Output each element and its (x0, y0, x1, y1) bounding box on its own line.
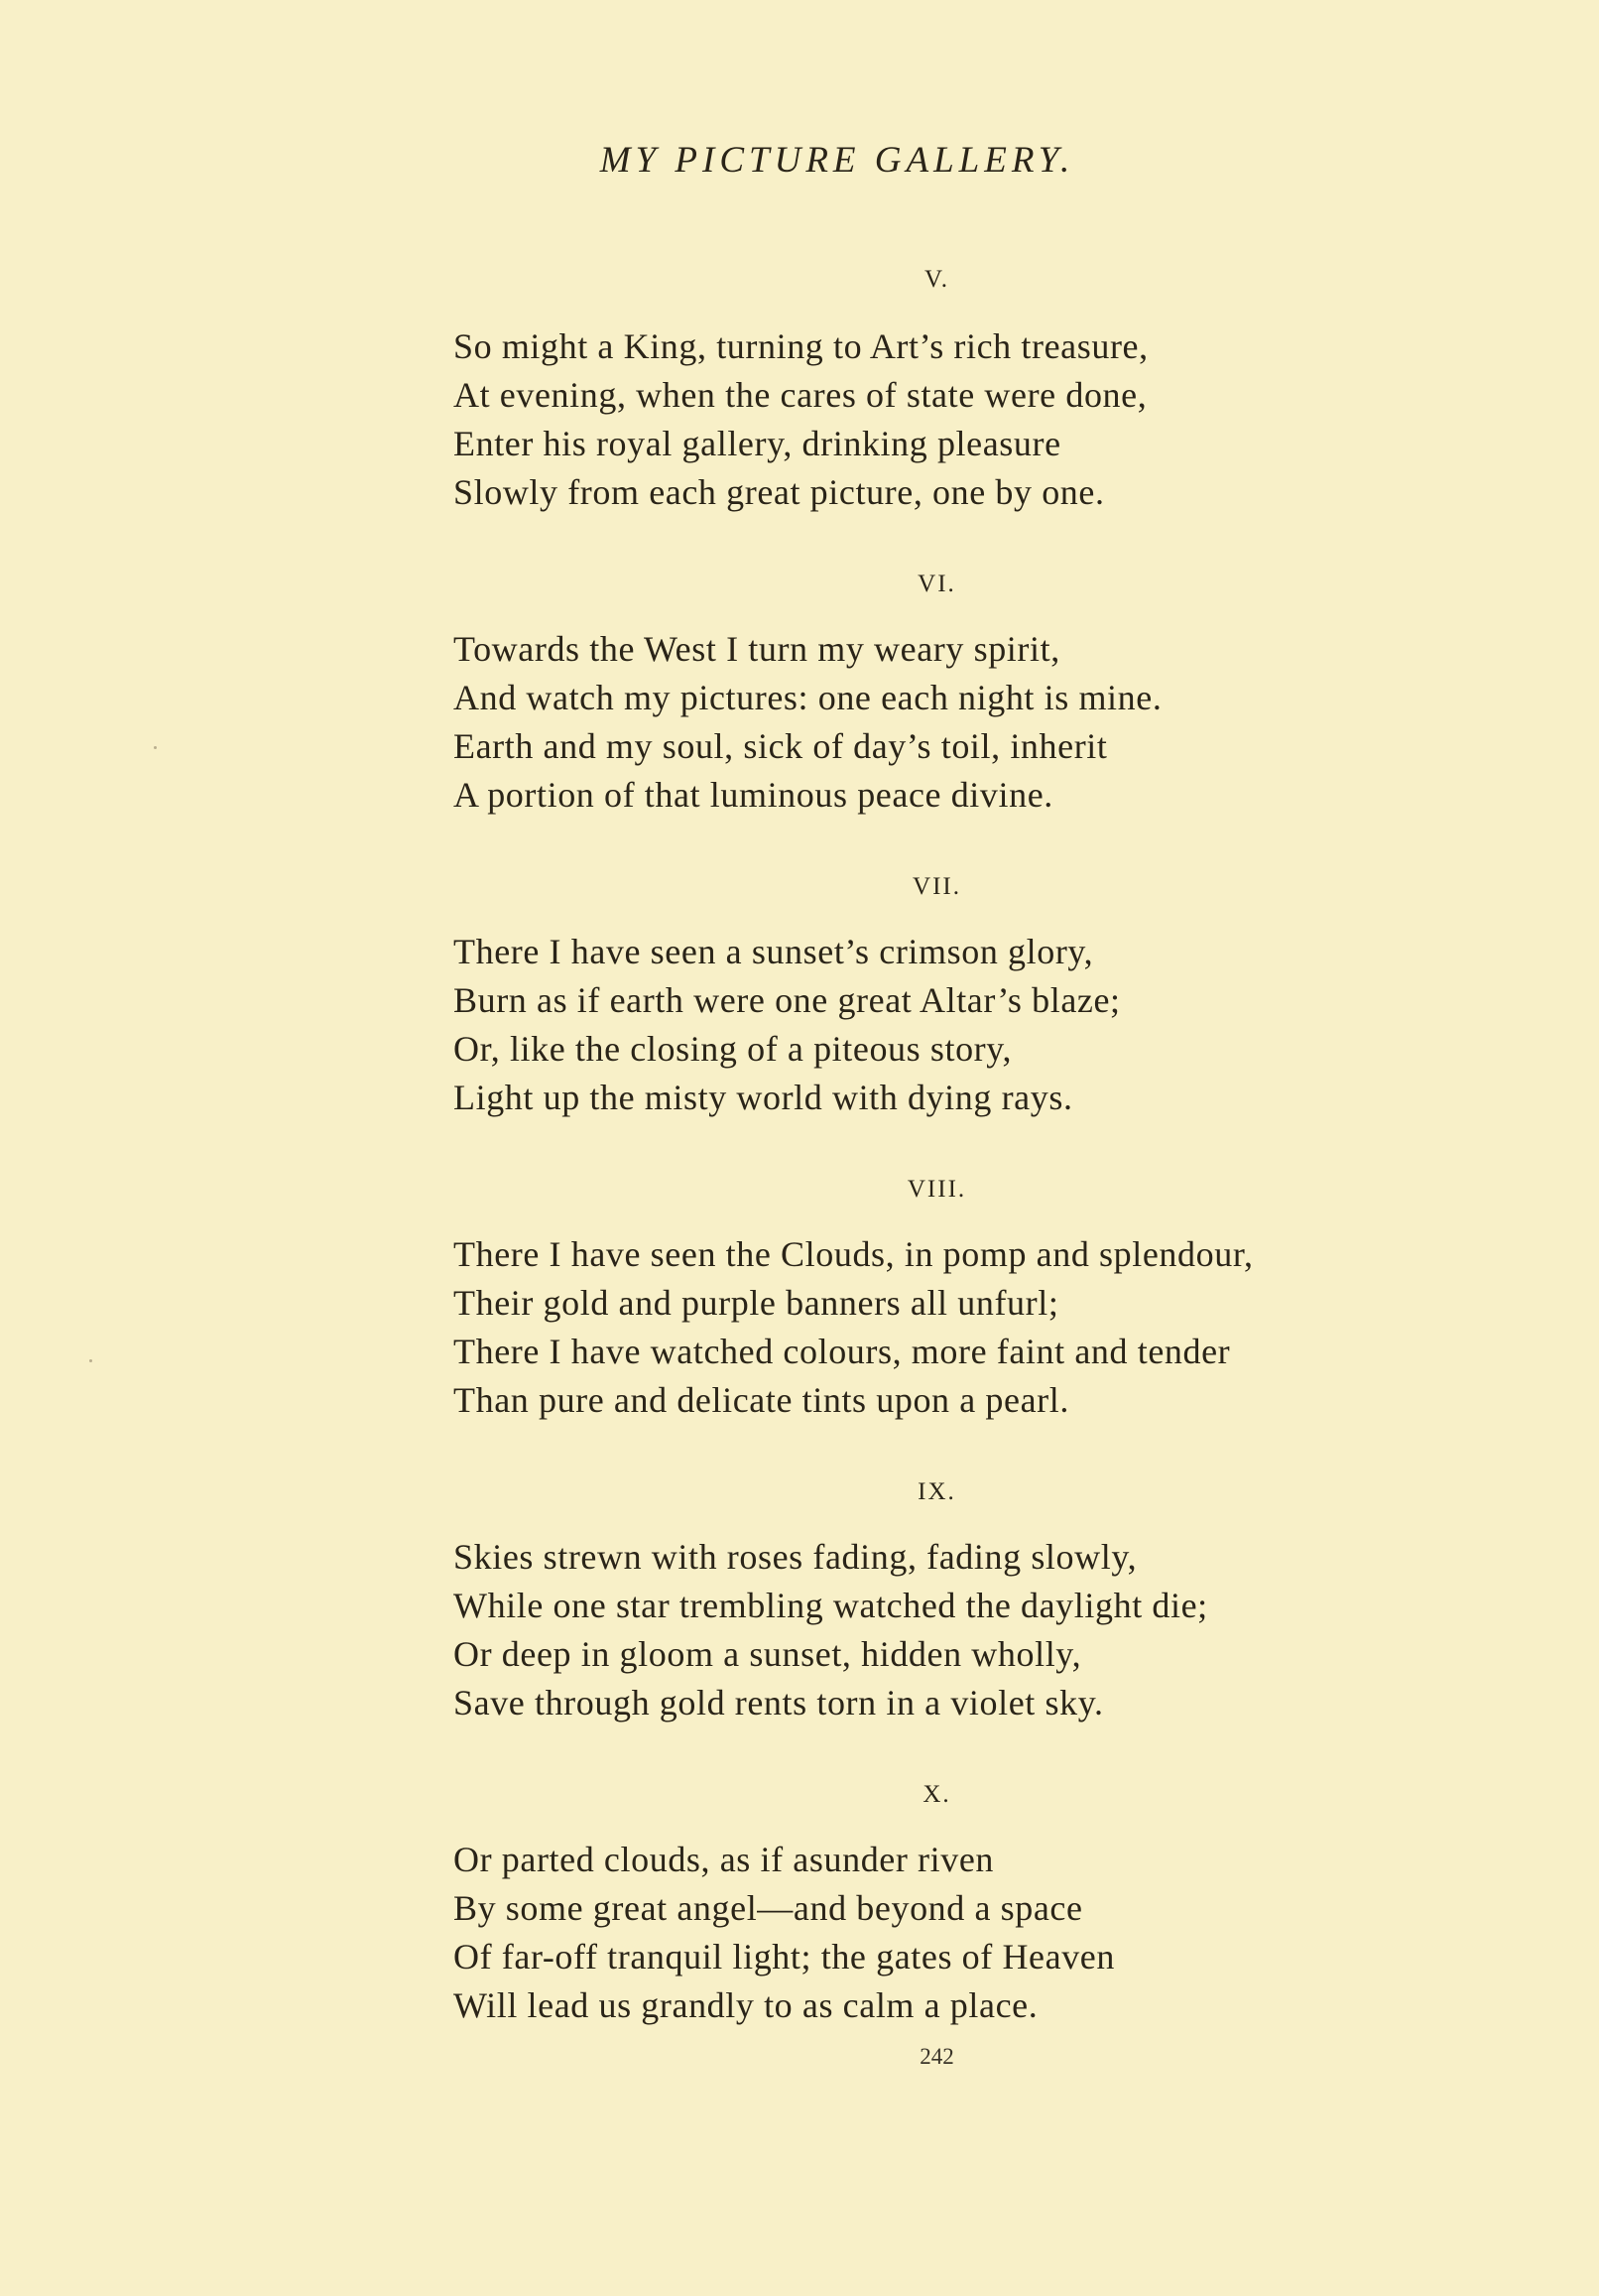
verse-line: And watch my pictures: one each night is mine. (453, 678, 1163, 717)
stanza-numeral: VII. (913, 873, 961, 900)
verse-line: Or deep in gloom a sunset, hidden wholly, (453, 1634, 1082, 1674)
verse-line: Or parted clouds, as if asunder riven (453, 1840, 995, 1879)
stanza (453, 1230, 1445, 1425)
verse-line: Or, like the closing of a piteous story, (453, 1029, 1013, 1069)
stanza-numeral: V. (923, 266, 950, 293)
paper-speck (89, 1359, 92, 1362)
stanza (453, 322, 1445, 517)
verse-line: A portion of that luminous peace divine. (453, 775, 1053, 815)
verse-line: By some great angel—and beyond a space (453, 1888, 1083, 1928)
stanza-numeral: VIII. (907, 1176, 967, 1203)
stanza-numeral: VI. (918, 571, 956, 597)
stanza (453, 928, 1445, 1122)
verse-line: There I have watched colours, more faint and tender (453, 1332, 1231, 1371)
verse-line: At evening, when the cares of state were done, (453, 375, 1148, 415)
paper-speck (154, 746, 157, 749)
running-head: MY PICTURE GALLERY. (599, 140, 1075, 181)
verse-line: Towards the West I turn my weary spirit, (453, 629, 1060, 669)
stanza (453, 1836, 1445, 2030)
verse-line: There I have seen a sunset’s crimson glory, (453, 932, 1094, 971)
stanza (453, 1533, 1445, 1727)
verse-line: Burn as if earth were one great Altar’s blaze; (453, 980, 1121, 1020)
stanza (453, 625, 1445, 820)
verse-line: While one star trembling watched the daylight die; (453, 1586, 1208, 1625)
verse-line: There I have seen the Clouds, in pomp and splendour, (453, 1234, 1254, 1274)
verse-line: Enter his royal gallery, drinking pleasure (453, 424, 1061, 463)
verse-line: Light up the misty world with dying rays. (453, 1078, 1073, 1117)
verse-line: So might a King, turning to Art’s rich treasure, (453, 326, 1149, 366)
page-number: 242 (920, 2044, 954, 2069)
verse-line: Skies strewn with roses fading, fading slowly, (453, 1537, 1138, 1577)
verse-line: Of far-off tranquil light; the gates of Heaven (453, 1937, 1115, 1977)
verse-line: Earth and my soul, sick of day’s toil, inherit (453, 726, 1108, 766)
stanza-numeral: IX. (918, 1478, 956, 1505)
stanza-numeral: X. (922, 1781, 951, 1808)
verse-line: Will lead us grandly to as calm a place. (453, 1985, 1039, 2025)
verse-line: Than pure and delicate tints upon a pearl. (453, 1380, 1069, 1420)
verse-line: Slowly from each great picture, one by one. (453, 472, 1105, 512)
verse-line: Save through gold rents torn in a violet sky. (453, 1683, 1104, 1722)
verse-line: Their gold and purple banners all unfurl; (453, 1283, 1059, 1323)
